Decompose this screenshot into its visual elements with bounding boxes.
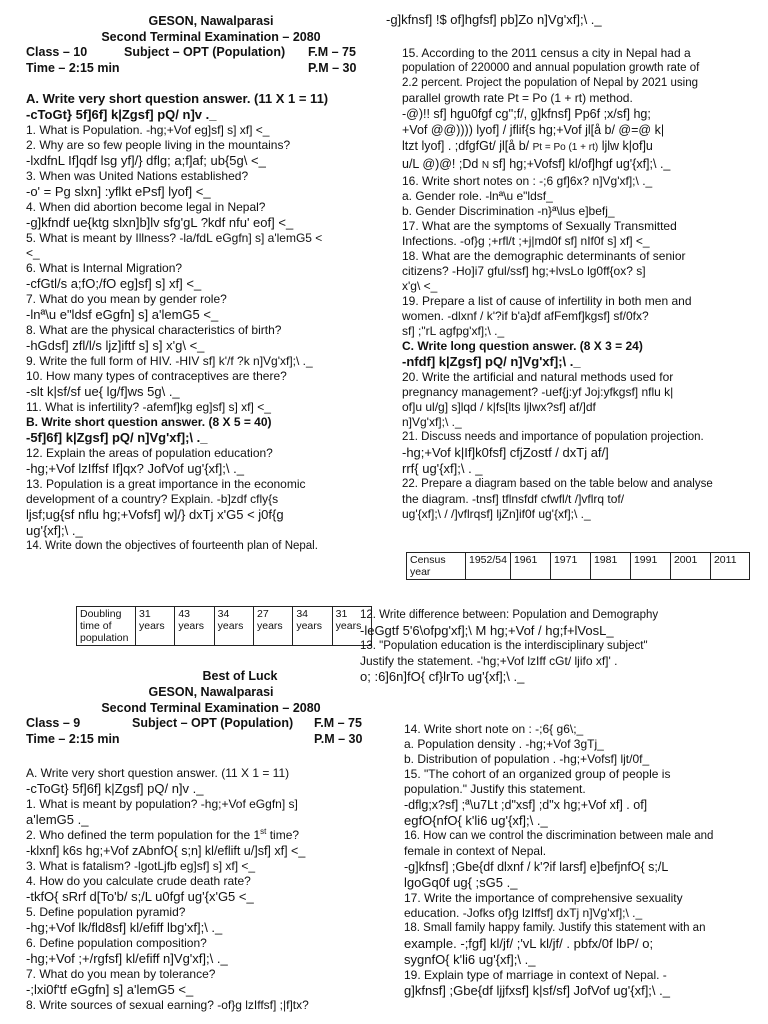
- table-row: [77, 607, 372, 646]
- census-year-cell: 1961: [510, 553, 550, 580]
- doubling-time-cell: 34 years: [214, 607, 253, 646]
- question-16-2-line1: 16. How can we control the discrimination between male and: [404, 830, 714, 842]
- question-17-line2: Infections. -of}g ;+rfl/t ;+j|md0f sf] nIf0f s] xf] <_: [402, 234, 650, 248]
- question-21-line3: rrf{ ug'{xf];\ . _: [402, 461, 483, 476]
- question-12-extra: 12. Write difference between: Population and Demography: [360, 609, 659, 621]
- question-13-line1: 13. Population is a great importance in the economic: [26, 477, 306, 491]
- subject-label-2: Subject – OPT (Population): [132, 716, 294, 730]
- doubling-time-header: Doubling time of population: [77, 607, 136, 646]
- question-13-extra-line3: o; :6]6n]fO{ cf}lrTo ug'{xf];\ ._: [360, 669, 525, 684]
- question-13-line4: ug'{xf];\ ._: [26, 523, 83, 538]
- census-year-cell: 1981: [590, 553, 630, 580]
- question-19-2-line1: 19. Explain type of marriage in context of Nepal. -: [404, 968, 667, 982]
- meta-row-time-2: [26, 732, 396, 748]
- question-5-2: 5. Define population pyramid?: [26, 905, 186, 919]
- question-15-line2: population of 220000 and annual population growth rate of: [402, 62, 700, 74]
- question-15-2-line2: population." Justify this statement.: [404, 782, 586, 796]
- question-15-line7-b: ljlw k|of]u: [601, 139, 653, 153]
- section-a-title: A. Write very short question answer. (11 X 1 = 11): [26, 91, 329, 106]
- question-2-2-a: 2. Who defined the term population for the 1: [26, 828, 261, 842]
- question-1-2: 1. What is meant by population? -hg;+Vof eGgfn] s]: [26, 797, 298, 811]
- time-label-2: Time – 2:15 min: [26, 732, 120, 746]
- section-b-title: B. Write short question answer. (8 X 5 = 40): [26, 415, 272, 429]
- left-column-class10: [26, 12, 396, 554]
- question-6-nepali: -cfGtl/s a;fO;/fO eg]sf] s] xf] <_: [26, 276, 202, 291]
- full-marks-2: F.M – 75: [314, 716, 362, 730]
- question-4: 4. When did abortion become legal in Nepal?: [26, 200, 266, 214]
- census-year-cell: 1991: [630, 553, 670, 580]
- pass-marks: P.M – 30: [308, 61, 357, 75]
- census-year-cell: 1971: [550, 553, 590, 580]
- question-16-2-line4: lgoGq0f ug{ ;sG5 ._: [404, 875, 518, 890]
- question-4-2: 4. How do you calculate crude death rate?: [26, 874, 251, 888]
- question-17-2-line2: education. -Jofks of}g lzIffsf] dxTj n]Vg'xf];\ ._: [404, 906, 643, 920]
- subject-label: Subject – OPT (Population): [124, 45, 286, 59]
- question-18-2-line3: sygnfO{ k'li6 ug'{xf];\ ._: [404, 952, 536, 967]
- question-15-line1: 15. According to the 2011 census a city in Nepal had a: [402, 46, 691, 60]
- question-6-2-nepali: -hg;+Vof ;+/rgfsf] kl/efiff n]Vg'xf];\ ._: [26, 951, 228, 966]
- question-9: 9. Write the full form of HIV. -HIV sf] k'/f ?k n]Vg'xf];\ ._: [26, 354, 313, 368]
- time-label: Time – 2:15 min: [26, 61, 120, 75]
- question-7-2-nepali: -;lxi0f'tf eGgfn] s] a'lemG5 <_: [26, 982, 194, 997]
- question-15-line8: [402, 156, 742, 174]
- question-22-line2: the diagram. -tnsf] tflnsfdf cfwfl/t /]vflrq tof/: [402, 492, 625, 506]
- question-16b: b. Gender Discrimination -n}ª\lus e]befj_: [402, 204, 615, 218]
- question-13-extra-line2: Justify the statement. -'hg;+Vof lzIff cGt/ ljifo xf]' .: [360, 654, 618, 668]
- question-4-2-nepali: -tkfO{ sRrf d[To'b/ s;/L u0fgf ug'{x'G5 <_: [26, 889, 254, 904]
- question-21-line2: -hg;+Vof k|If]k0fsf] cfjZostf / dxTj af/]: [402, 445, 609, 460]
- question-20-line1: 20. Write the artificial and natural methods used for: [402, 370, 674, 384]
- right-column-class10: [402, 46, 742, 522]
- question-18-line2: citizens? -Ho]i7 gful/ssf] hg;+lvsLo lg0ff{ox? s]: [402, 264, 646, 278]
- question-7-nepali: -lnª\u e"ldsf eGgfn] s] a'lemG5 <_: [26, 307, 219, 322]
- question-8-2: 8. Write sources of sexual earning? -of}g lzIffsf] ;|f]tx?: [26, 998, 309, 1012]
- question-17-line1: 17. What are the symptoms of Sexually Transmitted: [402, 219, 677, 233]
- census-year-cell: 2011: [710, 553, 749, 580]
- question-14a-2: a. Population density . -hg;+Vof 3gTj_: [404, 737, 604, 751]
- question-17-2-line1: 17. Write the importance of comprehensive sexuality: [404, 891, 683, 905]
- question-19-line3: sf] ;"rL agfpg'xf];\ ._: [402, 324, 505, 338]
- doubling-time-cell: 34 years: [293, 607, 332, 646]
- question-19-line2: women. -dlxnf / k'?if b'a}df afFemf]kgsf] sf/0fx?: [402, 309, 649, 323]
- section-a-title-2: A. Write very short question answer. (11 X 1 = 11): [26, 766, 290, 780]
- question-19-2-line2: g]kfnsf] ;Gbe{df ljjfxsf] k|sf/sf] JofVof ug'{xf];\ ._: [404, 983, 670, 998]
- section-a-nepali-2: -cToGt} 5f]6f] k|Zgsf] pQ/ n]v ._: [26, 781, 204, 796]
- question-2: 2. Why are so few people living in the mountains?: [26, 138, 291, 152]
- question-15-line8-b: sf] hg;+Vofsf] kl/of]hgf ug'{xf];\ ._: [492, 157, 671, 171]
- question-16-2-line3: -g]kfnsf] ;Gbe{df dlxnf / k'?if larsf] e]befjnfO{ s;/L: [404, 860, 669, 874]
- question-3: 3. When was United Nations established?: [26, 169, 249, 183]
- question-1: 1. What is Population. -hg;+Vof eg]sf] s] xf] <_: [26, 123, 270, 137]
- doubling-time-cell: 27 years: [253, 607, 292, 646]
- census-year-table: [406, 552, 750, 580]
- question-15-line6: +Vof @@)))) lyof] / jflif{s hg;+Vof jl[å b/ @=@ k|: [402, 123, 665, 137]
- question-2-2: [26, 828, 396, 843]
- doubling-time-table: [76, 606, 372, 646]
- question-19-line1: 19. Prepare a list of cause of infertility in both men and: [402, 294, 692, 308]
- question-10: 10. How many types of contraceptives are there?: [26, 369, 287, 383]
- question-1-2-tail: a'lemG5 ._: [26, 812, 89, 827]
- section-c-nepali: -nfdf] k|Zgsf] pQ/ n]Vg'xf];\ ._: [402, 354, 581, 369]
- question-20-line4: n]Vg'xf];\ ._: [402, 415, 462, 429]
- question-10-nepali: -slt k|sf/sf ue{ lg/f]ws 5g\ ._: [26, 384, 180, 399]
- census-year-header: Census year: [407, 553, 466, 580]
- question-20-line3: of]u ul/g] s]lqd / k|fs[lts ljlwx?sf] af/]df: [402, 400, 596, 414]
- question-16a: a. Gender role. -lnª\u e"ldsf_: [402, 189, 553, 203]
- question-14: 14. Write down the objectives of fourteenth plan of Nepal.: [26, 540, 318, 552]
- school-name-2: GESON, Nawalparasi: [148, 685, 274, 699]
- question-13-extra: 13. "Population education is the interdisciplinary subject": [360, 640, 648, 652]
- doubling-time-cell: 43 years: [175, 607, 214, 646]
- question-13-line3: ljsf;ug{sf nflu hg;+Vofsf] w]/} dxTj x'G5 < j0f{g: [26, 507, 284, 522]
- question-15-line4: parallel growth rate Pt = Po (1 + rt) method.: [402, 91, 633, 105]
- question-15-line7-a: ltzt lyof] . ;dfgfGt/ jl[å b/: [402, 139, 530, 153]
- question-6-2: 6. Define population composition?: [26, 936, 207, 950]
- best-of-luck: Best of Luck: [202, 669, 278, 683]
- question-12: 12. Explain the areas of population education?: [26, 446, 273, 460]
- right-column-class9: [404, 722, 748, 999]
- formula-small: Pt = Po (1 + rt): [532, 142, 599, 153]
- section-a-nepali: -cToGt} 5f]6f] k|Zgsf] pQ/ n]v ._: [26, 107, 217, 122]
- n-small: N: [481, 160, 490, 171]
- meta-row-time: [26, 61, 396, 77]
- census-year-cell: 2001: [670, 553, 710, 580]
- question-21-line1: 21. Discuss needs and importance of population projection.: [402, 431, 704, 443]
- meta-row-class: [26, 45, 396, 61]
- class-label-2: Class – 9: [26, 716, 81, 730]
- census-year-cell: 1952/54: [466, 553, 511, 580]
- question-22-line3: ug'{xf];\ / /]vflrqsf] ljZn]if0f ug'{xf];\ ._: [402, 507, 591, 521]
- exam-title: Second Terminal Examination – 2080: [101, 30, 321, 44]
- doubling-time-cell: 31 years: [136, 607, 175, 646]
- question-15-2-line3: -dflg;x?sf] ;ª\u7Lt ;d"xsf] ;d"x hg;+Vof xf] . of]: [404, 798, 648, 812]
- question-5: 5. What is meant by Illness? -la/fdL eGgfn] s] a'lemG5 <: [26, 231, 323, 245]
- question-11: 11. What is infertility? -afemf]kg eg]sf] s] xf] <_: [26, 400, 271, 414]
- left-column-class9: [26, 684, 396, 1013]
- question-12-nepali: -hg;+Vof lzIffsf If]qx? JofVof ug'{xf];\ ._: [26, 461, 244, 476]
- question-15-line8-a: u/L @)@! ;Dd: [402, 157, 479, 171]
- question-16: 16. Write short notes on : -;6 gf]6x? n]Vg'xf];\ ._: [402, 174, 653, 188]
- question-18-2-line2: example. -;fgf] kl/jf/ ;'vL kl/jf/ . pbfx/0f lbP/ o;: [404, 936, 654, 951]
- top-right-instruction: -g]kfnsf] !$ of]hgfsf] pb]Zo n]Vg'xf];\ ._: [386, 12, 602, 27]
- question-2-2-nepali: -klxnf] k6s hg;+Vof zAbnfO{ s;n] kl/eflift u/]sf] xf] <_: [26, 844, 306, 858]
- question-3-nepali: -o' = Pg slxn] :yflkt ePsf] lyof] <_: [26, 184, 211, 199]
- question-4-nepali: -g]kfndf ue{ktg slxn]b]lv sfg'gL ?kdf nfu' eof] <_: [26, 215, 294, 230]
- superscript: st: [260, 827, 267, 836]
- question-7: 7. What do you mean by gender role?: [26, 292, 227, 306]
- question-7-2: 7. What do you mean by tolerance?: [26, 967, 216, 981]
- question-6: 6. What is Internal Migration?: [26, 261, 183, 275]
- question-13-line2: development of a country? Explain. -b]zdf cfly{s: [26, 492, 279, 506]
- doubling-time-cell: 31 years: [332, 607, 371, 646]
- extra-questions-class10: [360, 608, 750, 685]
- question-18-line1: 18. What are the demographic determinants of senior: [402, 249, 686, 263]
- question-15-2-line1: 15. "The cohort of an organized group of people is: [404, 767, 671, 781]
- question-14-2: 14. Write short note on : -;6{ g6\;_: [404, 722, 584, 736]
- meta-row-class-2: [26, 716, 396, 732]
- question-3-2: 3. What is fatalism? -lgotLjfb eg]sf] s] xf] <_: [26, 859, 256, 873]
- table-row: [407, 553, 750, 580]
- question-5-2-nepali: -hg;+Vof lk/fld8sf] kl/efiff lbg'xf];\ ._: [26, 920, 223, 935]
- question-16-2-line2: female in context of Nepal.: [404, 844, 547, 858]
- question-8-nepali: -hGdsf] zfl/l/s ljz]iftf s] s] x'g\ <_: [26, 338, 205, 353]
- question-20-line2: pregnancy management? -uef{j:yf Joj:yfkgsf] nflu k|: [402, 385, 674, 399]
- question-15-line5: -@)!! sf] hgu0fgf cg'';f/, g]kfnsf] Pp6f ;x/sf] hg;: [402, 107, 651, 121]
- question-18-2-line1: 18. Small family happy family. Justify this statement with an: [404, 922, 706, 934]
- question-8: 8. What are the physical characteristics of birth?: [26, 323, 282, 337]
- question-15-2-line4: egfO{nfO{ k'li6 ug'{xf];\ ._: [404, 813, 548, 828]
- question-2-nepali: -lxdfnL If]qdf lsg yf]/} dflg; a;f]af; ub{5g\ <_: [26, 153, 266, 168]
- question-14b-2: b. Distribution of population . -hg;+Vofsf] ljt/0f_: [404, 752, 650, 766]
- question-2-2-b: time?: [266, 828, 300, 842]
- question-15-line7: [402, 138, 742, 156]
- section-b-nepali: -5f]6f] k|Zgsf] pQ/ n]Vg'xf];\ ._: [26, 430, 208, 445]
- class-label: Class – 10: [26, 45, 88, 59]
- school-name: GESON, Nawalparasi: [148, 14, 274, 28]
- pass-marks-2: P.M – 30: [314, 732, 363, 746]
- exam-title-2: Second Terminal Examination – 2080: [101, 701, 321, 715]
- question-5-tail: <_: [26, 246, 40, 260]
- question-15-line3: 2.2 percent. Project the population of Nepal by 2021 using: [402, 77, 699, 89]
- question-22-line1: 22. Prepare a diagram based on the table below and analyse: [402, 478, 713, 490]
- full-marks: F.M – 75: [308, 45, 356, 59]
- question-12-extra-nepali: -leGgtf 5'6\ofpg'xf];\ M hg;+Vof / hg;f+lVosL_: [360, 623, 614, 638]
- question-18-line3: x'g\ <_: [402, 279, 438, 293]
- section-c-title: C. Write long question answer. (8 X 3 = 24): [402, 339, 643, 353]
